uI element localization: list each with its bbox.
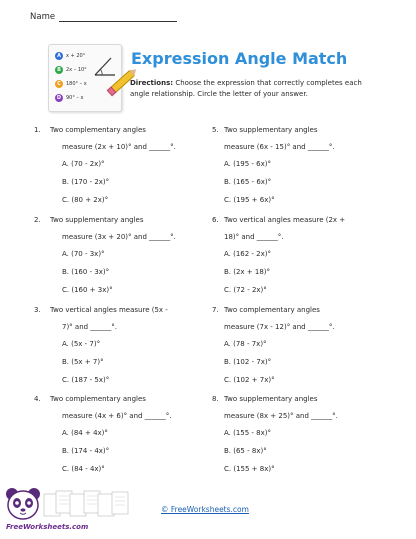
name-row <box>30 12 177 22</box>
problem-line-2: measure (8x + 25)° and ______°. <box>224 412 338 420</box>
problem-line-2: measure (7x - 12)° and ______°. <box>224 323 335 331</box>
choice-a[interactable]: A. (70 - 2x)° <box>62 160 105 168</box>
choice-a[interactable]: A. (195 - 6x)° <box>224 160 272 168</box>
choice-a[interactable]: A. (162 - 2x)° <box>224 250 272 258</box>
directions-text: Choose the expression that correctly completes each angle relationship. Circle the letter of your answer. <box>130 79 362 98</box>
choice-a[interactable]: A. (70 - 3x)° <box>62 250 105 258</box>
problem-4 <box>34 394 212 474</box>
choice-a[interactable]: A. (155 - 8x)° <box>224 429 272 437</box>
directions-label: Directions: <box>130 79 174 87</box>
choice-c[interactable]: C. (72 - 2x)° <box>224 286 267 294</box>
option-b-text: 2x – 10° <box>66 67 87 73</box>
choice-c[interactable]: C. (80 + 2x)° <box>62 196 109 204</box>
choice-c[interactable]: C. (160 + 3x)° <box>62 286 113 294</box>
choice-c[interactable]: C. (84 - 4x)° <box>62 465 105 473</box>
directions <box>130 78 380 99</box>
problem-number: 5. <box>212 126 219 134</box>
problem-number: 1. <box>34 126 41 134</box>
choice-c[interactable]: C. (155 + 8x)° <box>224 465 275 473</box>
choice-b[interactable]: B. (170 - 2x)° <box>62 178 110 186</box>
problem-line-1: Two vertical angles measure (2x + <box>224 216 346 224</box>
problem-6 <box>212 215 390 295</box>
problem-line-1: Two supplementary angles <box>224 126 318 134</box>
problem-number: 7. <box>212 306 219 314</box>
option-c-badge: C <box>55 80 63 88</box>
problem-line-1: Two complementary angles <box>224 306 320 314</box>
logo-option-b <box>55 66 87 74</box>
choice-c[interactable]: C. (195 + 6x)° <box>224 196 275 204</box>
choice-b[interactable]: B. (102 - 7x)° <box>224 358 272 366</box>
problem-5 <box>212 125 390 205</box>
problem-line-1: Two vertical angles measure (5x - <box>50 306 168 314</box>
name-line[interactable] <box>59 12 177 22</box>
name-label: Name <box>30 12 56 22</box>
choice-b[interactable]: B. (160 - 3x)° <box>62 268 110 276</box>
option-a-badge: A <box>55 52 63 60</box>
option-d-badge: D <box>56 95 62 101</box>
logo-option-a <box>55 52 85 60</box>
problem-number: 4. <box>34 395 41 403</box>
option-a-text: x + 20° <box>66 53 86 59</box>
problem-1 <box>34 125 212 205</box>
problem-8 <box>212 394 390 474</box>
choice-a[interactable]: A. (84 + 4x)° <box>62 429 108 437</box>
choice-b[interactable]: B. (65 - 8x)° <box>224 447 267 455</box>
choice-b[interactable]: B. (174 - 4x)° <box>62 447 110 455</box>
option-d-text: 90° – x <box>66 95 84 101</box>
problem-line-2: 7)° and ______°. <box>62 323 118 331</box>
problem-line-2: measure (6x - 15)° and ______°. <box>224 143 335 151</box>
choice-a[interactable]: A. (78 - 7x)° <box>224 340 267 348</box>
angle-icon <box>93 55 117 77</box>
problem-line-1: Two complementary angles <box>50 395 146 403</box>
problem-7 <box>212 305 390 385</box>
choice-b[interactable]: B. (5x + 7)° <box>62 358 104 366</box>
footer-link[interactable]: © FreeWorksheets.com <box>161 505 249 514</box>
problem-number: 3. <box>34 306 41 314</box>
problem-number: 2. <box>34 216 41 224</box>
problem-line-2: measure (3x + 20)° and ______°. <box>62 233 176 241</box>
panda-mascot-icon <box>4 486 42 522</box>
option-c-text: 180° – x <box>66 81 87 87</box>
problem-number: 8. <box>212 395 219 403</box>
page-title: Expression Angle Match <box>131 49 348 68</box>
problem-line-2: measure (2x + 10)° and ______°. <box>62 143 176 151</box>
logo-option-c <box>55 80 87 88</box>
logo-card <box>48 44 122 112</box>
problem-line-2: measure (4x + 6)° and ______°. <box>62 412 172 420</box>
option-b-badge: B <box>55 66 63 74</box>
choice-c[interactable]: C. (187 - 5x)° <box>62 376 110 384</box>
brand-logo-text: FreeWorksheets.com <box>6 523 89 531</box>
worksheet-thumbnails <box>42 488 132 518</box>
problem-line-1: Two supplementary angles <box>224 395 318 403</box>
choice-b[interactable]: B. (2x + 18)° <box>224 268 271 276</box>
choice-b[interactable]: B. (165 - 6x)° <box>224 178 272 186</box>
logo-option-d <box>55 94 84 102</box>
problem-line-1: Two supplementary angles <box>50 216 144 224</box>
choice-a[interactable]: A. (5x - 7)° <box>62 340 101 348</box>
problem-line-2: 18)° and ______°. <box>224 233 284 241</box>
problem-2 <box>34 215 212 295</box>
problem-3 <box>34 305 212 385</box>
problem-number: 6. <box>212 216 219 224</box>
choice-c[interactable]: C. (102 + 7x)° <box>224 376 275 384</box>
problem-line-1: Two complementary angles <box>50 126 146 134</box>
